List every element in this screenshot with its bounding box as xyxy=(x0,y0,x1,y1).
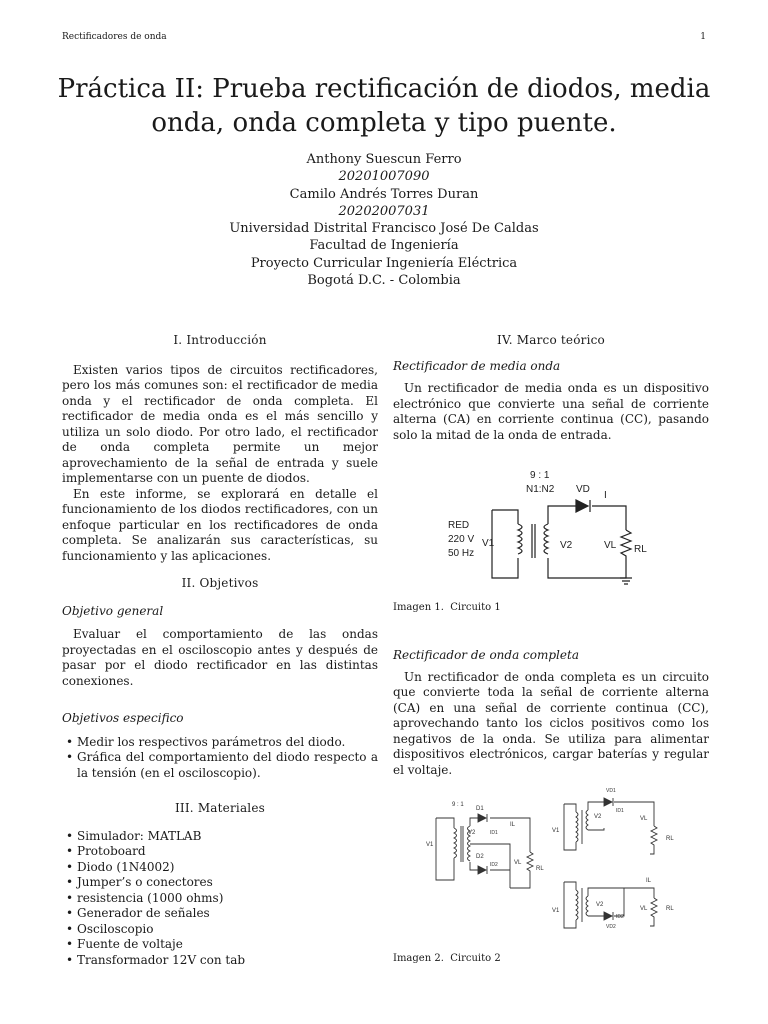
vd1-label: VD1 xyxy=(606,788,616,794)
full-wave-text: Un rectificador de onda completa es un circuito que convierte toda la señal de corriente alterna (CA) en una señal de corriente continua (CC), aprovechando tanto los ciclos positivos como los negativos de la onda. Se utiliza para alimentar dispositivos electrónicos, cargar baterías y regular el voltaje. xyxy=(393,669,709,777)
running-header: Rectificadores de onda xyxy=(62,32,167,42)
list-item: • Protoboard xyxy=(62,844,378,860)
theory-section xyxy=(393,333,709,443)
vl-label: VL xyxy=(604,540,617,551)
section-heading-theory: IV. Marco teórico xyxy=(497,333,605,347)
diode-icon xyxy=(604,798,612,806)
full-wave-section xyxy=(393,648,709,778)
secondary-coil xyxy=(544,524,548,554)
v1-label: V1 xyxy=(482,538,495,549)
d1-label: D1 xyxy=(476,806,484,812)
author-block xyxy=(134,151,634,289)
primary-wire xyxy=(436,818,454,880)
il-label: IL xyxy=(646,878,652,884)
id2-label: ID2 xyxy=(490,862,498,868)
intro-paragraph-2: En este informe, se explorará en detalle el funcionamiento de los diodos rectificadores, con un enfoque particular en los rectificadores de onda completa. Se analizarán sus características, su funcionamiento y las aplicaciones. xyxy=(62,486,378,563)
list-item: • Medir los respectivos parámetros del diodo. xyxy=(62,735,378,751)
subheading-half-wave: Rectificador de media onda xyxy=(393,358,561,373)
rl-label: RL xyxy=(666,836,674,842)
vd2-label: VD2 xyxy=(606,924,616,930)
diode-icon xyxy=(478,866,486,874)
page-number: 1 xyxy=(700,32,706,42)
caption-text: Circuito 1 xyxy=(450,602,501,613)
affiliation-city: Bogotá D.C. - Colombia xyxy=(307,273,461,289)
diode-icon xyxy=(604,912,612,920)
diode-icon xyxy=(478,814,486,822)
v1-label: V1 xyxy=(552,828,560,834)
section-heading-intro: I. Introducción xyxy=(173,333,267,347)
subheading-specific: Objetivos especifico xyxy=(62,711,184,725)
author-id: 20201007090 xyxy=(338,169,430,185)
general-objective-text: Evaluar el comportamiento de las ondas proyectadas en el osciloscopio antes y después de pasar por el diodo rectificador en las distintas conexiones. xyxy=(62,627,378,688)
specific-objectives-list xyxy=(62,735,378,782)
primary-wire xyxy=(564,882,576,928)
ratio-label: 9 : 1 xyxy=(452,802,464,808)
materials-list xyxy=(62,829,378,969)
subheading-general: Objetivo general xyxy=(62,603,164,618)
figure-1-caption xyxy=(393,602,501,613)
figure-2-caption xyxy=(393,953,501,964)
caption-text: Circuito 2 xyxy=(450,953,501,964)
title-line-1: Práctica II: Prueba rectificación de diodos, media xyxy=(57,74,711,104)
caption-label: Imagen 1. xyxy=(393,602,444,613)
half-wave-text: Un rectificador de media onda es un dispositivo electrónico que convierte una señal de corriente alterna (CA) en corriente continua (CC), pasando solo la mitad de la onda de entrada. xyxy=(393,381,709,442)
rl-label: RL xyxy=(536,866,544,872)
rl-label: RL xyxy=(634,544,647,555)
v1-label: V1 xyxy=(552,908,560,914)
list-item: • resistencia (1000 ohms) xyxy=(62,891,378,907)
title-line-2: onda, onda completa y tipo puente. xyxy=(151,108,617,138)
turns-label: N1:N2 xyxy=(526,484,555,495)
secondary-coil xyxy=(586,896,588,916)
objectives-section xyxy=(62,576,378,781)
left-column xyxy=(62,333,378,564)
d2-label: D2 xyxy=(476,854,484,860)
subheading-full-wave: Rectificador de onda completa xyxy=(393,648,579,662)
ratio-label: 9 : 1 xyxy=(530,470,550,481)
primary-coil xyxy=(454,828,457,858)
affiliation-university: Universidad Distrital Francisco José De Caldas xyxy=(229,221,539,237)
current-label: I xyxy=(604,490,607,501)
primary-coil xyxy=(518,524,522,554)
author-id: 20202007031 xyxy=(338,203,430,219)
secondary-wire xyxy=(470,818,530,888)
vl-label: VL xyxy=(640,906,648,912)
paper-title xyxy=(50,72,718,140)
resistor-icon xyxy=(651,898,657,920)
affiliation-program: Proyecto Curricular Ingeniería Eléctrica xyxy=(250,255,518,271)
rl-label: RL xyxy=(666,906,674,912)
materials-section xyxy=(62,801,378,968)
diode-voltage-label: VD xyxy=(576,484,590,495)
list-item: • Generador de señales xyxy=(62,906,378,922)
v2-label: V2 xyxy=(594,814,602,820)
diode-icon xyxy=(576,500,588,512)
id1-label: ID1 xyxy=(616,808,624,814)
section-heading-objectives: II. Objetivos xyxy=(181,576,259,590)
il-label: IL xyxy=(510,822,516,828)
mains-frequency-label: 50 Hz xyxy=(448,548,475,559)
caption-label: Imagen 2. xyxy=(393,953,444,964)
primary-coil xyxy=(576,890,578,920)
list-item: • Jumper’s o conectores xyxy=(62,875,378,891)
vl-label: VL xyxy=(640,816,648,822)
list-item: • Simulador: MATLAB xyxy=(62,829,378,845)
mains-label: RED xyxy=(448,520,470,531)
ground-icon xyxy=(620,578,632,584)
primary-wire xyxy=(492,510,518,578)
author-name: Anthony Suescun Ferro xyxy=(306,152,462,167)
resistor-icon xyxy=(527,852,533,878)
list-item: • Diodo (1N4002) xyxy=(62,860,378,876)
intro-paragraph-1: Existen varios tipos de circuitos rectificadores, pero los más comunes son: el rectificador de media onda y el rectificador de onda completa. El rectificador de media onda es el más sencillo y utiliza un solo diodo. Por otro lado, el rectificador de onda completa permite un mejor aprovechamiento de la señal de entrada y suele implementarse con un puente de diodos. xyxy=(62,362,378,485)
author-name: Camilo Andrés Torres Duran xyxy=(289,186,479,202)
half-wave-circuit-diagram xyxy=(440,462,660,590)
list-item: • Fuente de voltaje xyxy=(62,937,378,953)
v1-label: V1 xyxy=(426,842,434,848)
v2-label: V2 xyxy=(468,830,476,836)
resistor-icon xyxy=(651,826,657,848)
secondary-coil xyxy=(586,810,588,830)
v2-label: V2 xyxy=(560,540,573,551)
full-wave-circuit-diagram xyxy=(420,782,700,942)
section-heading-materials: III. Materiales xyxy=(174,801,266,815)
primary-coil xyxy=(576,812,578,842)
vl-label: VL xyxy=(514,860,522,866)
affiliation-faculty: Facultad de Ingeniería xyxy=(309,238,459,254)
list-item: • Transformador 12V con tab xyxy=(62,953,378,969)
list-item: • Gráfica del comportamiento del diodo respecto a la tensión (en el osciloscopio). xyxy=(62,750,378,781)
id2-label: ID2 xyxy=(616,914,624,920)
list-item: • Osciloscopio xyxy=(62,922,378,938)
id1-label: ID1 xyxy=(490,830,498,836)
resistor-icon xyxy=(621,530,631,562)
mains-voltage-label: 220 V xyxy=(448,534,475,545)
v2-label: V2 xyxy=(596,902,604,908)
primary-wire xyxy=(564,804,576,850)
